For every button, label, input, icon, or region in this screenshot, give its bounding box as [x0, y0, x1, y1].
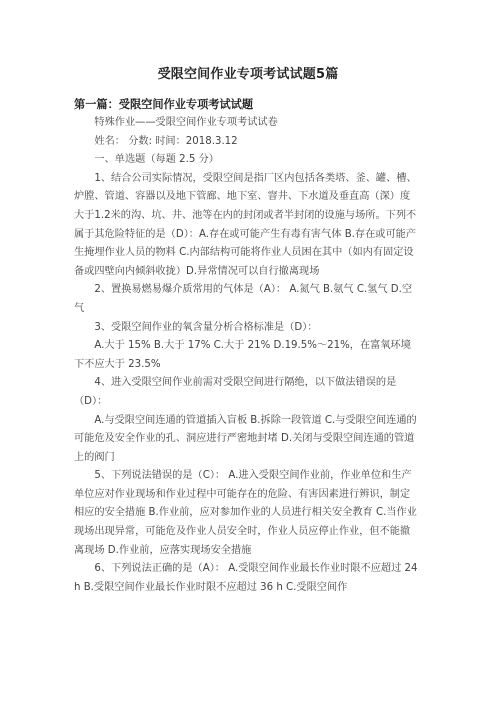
question-5: 5、下列说法错误的是（C）： A.进入受限空间作业前，作业单位和生产单位应对作业现场和作业过程中可能存在的危险、有害因素进行辨识，制定相应的安全措施 B.作业前，应对参加作业的人员进行相关安全教育 C.当作业现场出现异常，可能危及作业人员安全时，作业人员应停止作业，但不能撤离现场 D.作业前，应落实现场安全措施 [74, 470, 417, 556]
question-4-options: A.与受限空间连通的管道插入盲板 B.拆除一段管道 C.与受限空间连通的可能危及安全作业的孔、洞应进行严密地封堵 D.关闭与受限空间连通的管道上的阀门 [74, 414, 417, 463]
question-4: 4、进入受限空间作业前需对受限空间进行隔绝，以下做法错误的是（D）： [74, 377, 397, 407]
section-title: 第一篇：受限空间作业专项考试试题 [74, 98, 254, 111]
document-body [74, 114, 420, 597]
question-2: 2、置换易燃易爆介质常用的气体是（A）： A.氮气 B.氨气 C.氢气 D.空气 [74, 284, 413, 314]
document-title: 受限空间作业专项考试试题5篇 [157, 67, 339, 82]
paragraph-exam-info: 姓名： 分数: 时间：2018.3.12 [94, 135, 238, 147]
paragraph-exam-name: 特殊作业——受限空间作业专项考试试卷 [94, 117, 278, 128]
question-3-options: A.大于 15% B.大于 17% C.大于 21% D.19.5%～21%，在富氧环境下不应大于 23.5% [74, 340, 411, 370]
question-6: 6、下列说法正确的是（A）： A.受限空间作业最长作业时限不应超过 24 h B.受限空间作业最长作业时限不应超过 36 h C.受限空间作 [74, 563, 418, 593]
paragraph-section-heading: 一、单选题（每题 2.5 分） [94, 154, 219, 166]
question-3: 3、受限空间作业的氧含量分析合格标准是（D）： [94, 321, 318, 333]
question-1: 1、结合公司实际情况，受限空间是指厂区内包括各类塔、釜、罐、槽、炉膛、管道、容器以及地下管廊、地下室、窨井、下水道及垂直高（深）度大于1.2米的沟、坑、井、池等在内的封闭或者半封闭的设施与场所。下列不属于其危险特征的是（D）：A.存在或可能产生有毒有害气体 B.存在或可能产生掩埋作业人员的物料 C.内部结构可能将作业人员困在其中（如内有固定设备或四壁向内倾斜收拢）D.异常情况可以自行撤离现场 [74, 172, 417, 277]
